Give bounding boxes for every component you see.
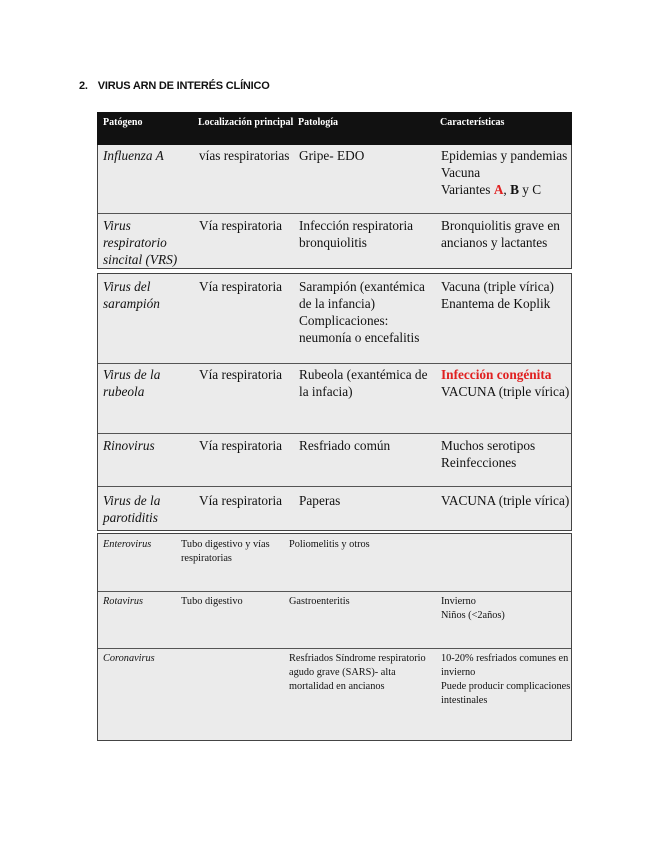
- pathogen-cell: Coronavirus: [103, 653, 155, 664]
- table-row: [98, 652, 573, 740]
- location-cell: Tubo digestivo y vías respiratorias: [181, 539, 270, 564]
- row-divider: [98, 363, 571, 364]
- feature-line: Niños (<2años): [441, 610, 505, 621]
- header-pathology: Patología: [298, 117, 338, 128]
- pathology-cell: Resfriado común: [299, 438, 391, 453]
- features-cell: [441, 652, 571, 708]
- feature-line: Vacuna (triple vírica): [441, 279, 554, 294]
- header-location: Localización principal: [198, 117, 294, 128]
- table-row: [98, 538, 573, 592]
- location-cell: Vía respiratoria: [199, 493, 283, 508]
- section-heading: [79, 80, 270, 92]
- location-cell: Vía respiratoria: [199, 367, 283, 382]
- header-features: Características: [440, 117, 505, 128]
- feature-line: VACUNA (triple vírica): [441, 384, 570, 399]
- table-row: [98, 366, 573, 432]
- features-cell: Bronquiolitis grave en ancianos y lactantes: [441, 218, 560, 250]
- table-row: [98, 595, 573, 649]
- variant-a: A: [493, 182, 504, 197]
- pathology-cell: Rubeola (exantémica de la infacia): [299, 367, 428, 399]
- pathogen-cell: Influenza A: [103, 148, 164, 163]
- table-header: [97, 112, 572, 145]
- location-cell: vías respiratorias: [199, 148, 290, 163]
- row-divider: [98, 433, 571, 434]
- congenital-highlight: Infección congénita: [441, 367, 552, 382]
- section-number: 2.: [79, 80, 88, 92]
- pathology-cell: Poliomelitis y otros: [289, 539, 370, 550]
- table-block-2: [97, 273, 572, 531]
- table-row: [98, 147, 573, 213]
- pathology-cell: Paperas: [299, 493, 341, 508]
- variants-prefix: Variantes: [441, 182, 494, 197]
- features-cell: [441, 437, 573, 471]
- location-cell: Vía respiratoria: [199, 438, 283, 453]
- header-pathogen: Patógeno: [103, 117, 143, 128]
- section-title: VIRUS ARN DE INTERÉS CLÍNICO: [97, 80, 270, 92]
- variant-b: B: [510, 182, 519, 197]
- location-cell: Vía respiratoria: [199, 279, 283, 294]
- table-block-3: [97, 533, 572, 741]
- variants-line: [441, 181, 573, 198]
- pathogen-cell: Rotavirus: [103, 596, 144, 607]
- features-cell: VACUNA (triple vírica): [441, 493, 570, 508]
- location-cell: Vía respiratoria: [199, 218, 283, 233]
- features-cell: [441, 595, 573, 623]
- row-divider: [98, 213, 572, 214]
- table-row: [98, 437, 573, 487]
- pathogen-cell: Rinovirus: [103, 438, 155, 453]
- feature-line: Invierno: [441, 596, 476, 607]
- pathology-cell: Gripe- EDO: [299, 148, 365, 163]
- table-row: [98, 492, 573, 530]
- features-cell: [441, 366, 573, 400]
- features-cell: [441, 278, 573, 312]
- pathology-cell: Gastroenteritis: [289, 596, 350, 607]
- variants-sep: ,: [503, 182, 511, 197]
- pathology-cell: Resfriados Síndrome respiratorio agudo grave (SARS)- alta mortalidad en ancianos: [289, 653, 426, 692]
- feature-line: Vacuna: [441, 165, 481, 180]
- feature-line: Muchos serotipos: [441, 438, 536, 453]
- table-block-1: [97, 145, 572, 269]
- pathogen-cell: Virus respiratorio sincital (VRS): [103, 218, 178, 267]
- pathogen-cell: Virus de la rubeola: [103, 367, 161, 399]
- pathology-cell: Sarampión (exantémica de la infancia) Complicaciones: neumonía o encefalitis: [299, 279, 425, 345]
- feature-line: Puede producir complicaciones intestinales: [441, 681, 571, 706]
- row-divider: [98, 648, 571, 649]
- variants-suffix: y C: [518, 182, 542, 197]
- feature-line: Reinfecciones: [441, 455, 517, 470]
- features-cell: [441, 147, 573, 198]
- feature-line: 10-20% resfriados comunes en invierno: [441, 653, 569, 678]
- feature-line: Epidemias y pandemias: [441, 148, 568, 163]
- table-row: [98, 217, 573, 267]
- pathogen-cell: Virus de la parotiditis: [103, 493, 161, 525]
- feature-line: Enantema de Koplik: [441, 296, 551, 311]
- pathogen-cell: Enterovirus: [103, 539, 152, 550]
- row-divider: [98, 591, 571, 592]
- location-cell: Tubo digestivo: [181, 596, 243, 607]
- pathogen-cell: Virus del sarampión: [103, 279, 160, 311]
- pathology-cell: Infección respiratoria bronquiolitis: [299, 218, 414, 250]
- row-divider: [98, 486, 571, 487]
- table-row: [98, 278, 573, 362]
